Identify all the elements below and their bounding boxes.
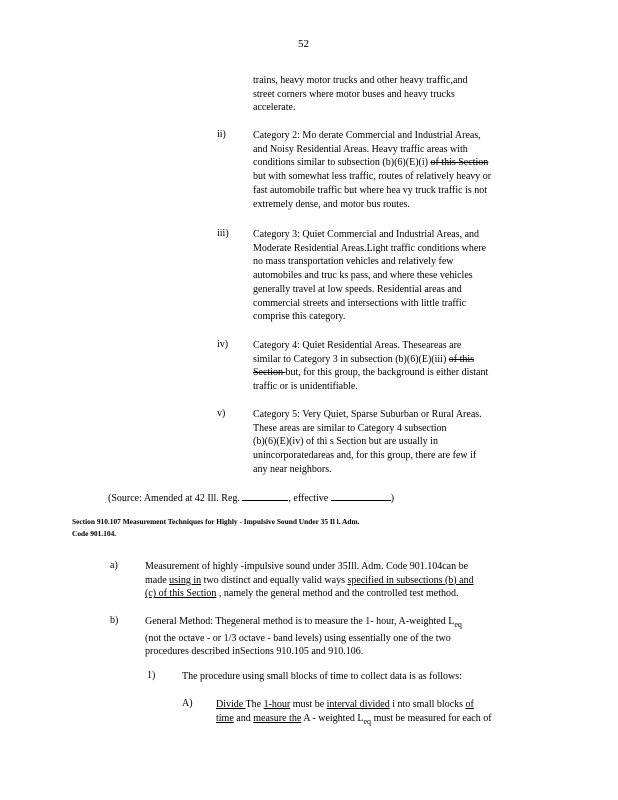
para-A-t3: and bbox=[233, 712, 254, 724]
heading-line-2: Code 901.104. bbox=[72, 529, 117, 538]
para-a-l2b: two distinct and equally valid ways bbox=[201, 574, 348, 586]
source-note bbox=[108, 491, 458, 506]
para-A-underlined-3: interval divided bbox=[326, 699, 390, 710]
cat2-line-4: but with somewhat less traffic, routes of relatively heavy or bbox=[253, 171, 492, 183]
cat3-line-2: Moderate Residential Areas.Light traffic conditions where bbox=[253, 242, 487, 254]
para-A-subscript: eq bbox=[363, 716, 372, 726]
category-1-continuation bbox=[253, 74, 503, 115]
source-suffix: ) bbox=[390, 493, 395, 504]
para-a-underlined-3: (c) of this Section bbox=[145, 588, 217, 600]
para-b-l1: General Method: Thegeneral method is to measure the 1- hour, A-weighted L bbox=[145, 616, 455, 627]
cat4-line-4: traffic or is unidentifiable. bbox=[253, 381, 358, 393]
item-b-label: b) bbox=[110, 615, 119, 626]
para-b-line-3: procedures described inSections 910.105 and 910.106. bbox=[145, 646, 364, 658]
page-number: 52 bbox=[298, 38, 309, 50]
cat4-line-2-text: similar to Category 3 in subsection (b)(6)(E)(iii) bbox=[253, 353, 447, 365]
cat4-line-3 bbox=[253, 366, 541, 380]
source-middle: , effective bbox=[288, 493, 329, 504]
cat2-line-6: extremely dense, and motor bus routes. bbox=[253, 198, 410, 210]
para-A-t4: A - weighted L bbox=[301, 712, 364, 724]
para-A-underlined-2: 1-hour bbox=[263, 699, 291, 710]
para-a-underlined-2: specified in subsections (b) and bbox=[347, 574, 474, 586]
para-A-t1: The bbox=[245, 699, 264, 710]
cat5-line-4: unincorporatedareas and, for this group, there are few if bbox=[253, 450, 477, 462]
item-a-label: a) bbox=[110, 560, 118, 571]
category-5-text bbox=[253, 408, 541, 477]
cat2-struck-text: of this Section bbox=[430, 157, 489, 169]
cat2-line-5: fast automobile traffic but where hea vy truck traffic is not bbox=[253, 184, 487, 196]
paragraph-a bbox=[145, 560, 537, 601]
blank-reg-number bbox=[242, 491, 288, 501]
cat5-line-1: Category 5: Very Quiet, Sparse Suburban or Rural Areas. bbox=[253, 409, 482, 420]
para-A-line-1 bbox=[216, 698, 538, 712]
para-A-underlined-of: of bbox=[465, 699, 474, 710]
cat3-line-4: automobiles and truc ks pass, and where these vehicles bbox=[253, 270, 473, 282]
cat4-line-2 bbox=[253, 353, 541, 367]
cat2-line-3 bbox=[253, 156, 541, 170]
cat4-struck-text-1: of this bbox=[448, 353, 475, 365]
cat3-line-3: no mass transportation vehicles and relatively few bbox=[253, 256, 454, 268]
item-A-label: A) bbox=[182, 698, 193, 709]
para-A-line-2 bbox=[216, 712, 538, 729]
cat3-line-7: comprise this category. bbox=[253, 311, 346, 323]
cat5-line-3: (b)(6)(E)(iv) of thi s Section but are usually in bbox=[253, 436, 438, 448]
paragraph-A bbox=[216, 698, 538, 728]
para-A-underlined-1: Divide bbox=[216, 699, 246, 710]
source-prefix: (Source: Amended at 42 Ill. Reg. bbox=[108, 493, 240, 504]
category-2-text bbox=[253, 129, 541, 211]
cat1-line-2: street corners where motor buses and heavy trucks bbox=[253, 88, 455, 100]
para-b-subscript: eq bbox=[454, 620, 462, 629]
para-A-t5: must be measured for each of bbox=[371, 712, 492, 724]
cat4-line-3-text: but, for this group, the background is either distant bbox=[285, 367, 489, 379]
source-line bbox=[108, 491, 458, 506]
cat5-line-2: These areas are similar to Category 4 subsection bbox=[253, 422, 447, 434]
blank-effective-date bbox=[331, 491, 391, 501]
para-b-line-1 bbox=[145, 615, 537, 632]
cat1-line-1: trains, heavy motor trucks and other heavy traffic,and bbox=[253, 75, 468, 86]
para-b-line-2: (not the octave - or 1/3 octave - band levels) using essentially one of the two bbox=[145, 632, 451, 644]
para-a-l2a: made bbox=[145, 574, 170, 586]
item-v-label: v) bbox=[217, 408, 226, 419]
para-A-t2: must be bbox=[290, 699, 327, 710]
section-heading bbox=[72, 516, 542, 540]
para-1-line-1: The procedure using small blocks of time to collect data is as follows: bbox=[182, 671, 462, 682]
para-a-line-1: Measurement of highly -impulsive sound under 35Ill. Adm. Code 901.104can be bbox=[145, 561, 469, 572]
cat3-line-6: commercial streets and intersections with little traffic bbox=[253, 297, 467, 309]
para-A-line-1-tail: i nto small blocks bbox=[389, 699, 466, 710]
para-a-l3b: , namely the general method and the controlled test method. bbox=[216, 588, 459, 600]
paragraph-1 bbox=[182, 670, 522, 684]
cat2-line-1: Category 2: Mo derate Commercial and Industrial Areas, bbox=[253, 130, 481, 141]
category-4-text bbox=[253, 339, 541, 394]
item-iii-label: iii) bbox=[217, 228, 229, 239]
item-1-label: 1) bbox=[147, 670, 156, 681]
cat2-line-2: and Noisy Residential Areas. Heavy traffic areas with bbox=[253, 143, 468, 155]
para-a-line-2 bbox=[145, 574, 537, 588]
category-3-text bbox=[253, 228, 541, 324]
paragraph-b bbox=[145, 615, 537, 659]
item-ii-label: ii) bbox=[217, 129, 226, 140]
heading-line-1: Section 910.107 Measurement Techniques for Highly - Impulsive Sound Under 35 Il l. Adm. bbox=[72, 517, 360, 526]
para-a-underlined-1: using in bbox=[169, 574, 202, 586]
para-a-line-3 bbox=[145, 587, 537, 601]
cat4-struck-text-2: Section bbox=[253, 367, 286, 379]
cat4-line-1: Category 4: Quiet Residential Areas. Theseareas are bbox=[253, 340, 462, 351]
cat3-line-1: Category 3: Quiet Commercial and Industrial Areas, and bbox=[253, 229, 480, 240]
item-iv-label: iv) bbox=[217, 339, 229, 350]
cat3-line-5: generally travel at low speeds. Residential areas and bbox=[253, 283, 462, 295]
cat2-line-3-text: conditions similar to subsection (b)(6)(E)(i) bbox=[253, 157, 428, 169]
para-A-underlined-5: measure the bbox=[253, 712, 302, 724]
cat5-line-5: any near neighbors. bbox=[253, 463, 332, 475]
para-A-underlined-4: time bbox=[216, 712, 234, 724]
cat1-line-3: accelerate. bbox=[253, 102, 296, 114]
